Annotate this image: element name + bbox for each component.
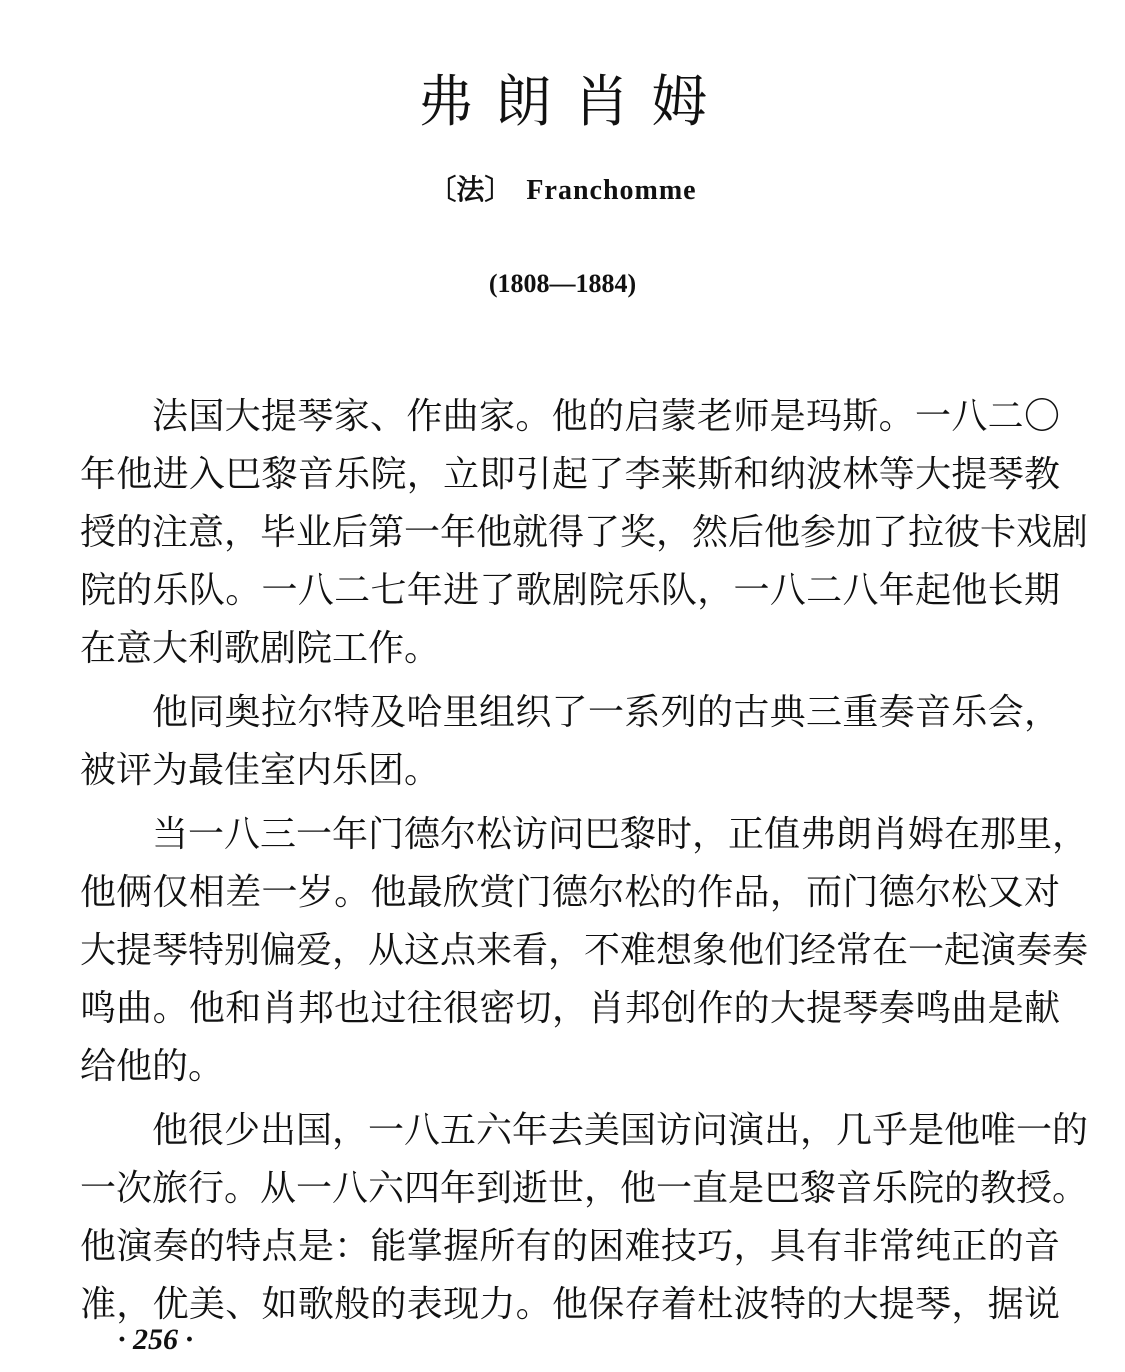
page-number: · 256 · (118, 1323, 193, 1356)
life-dates: (1808—1884) (488, 269, 637, 298)
text-line: 院的乐队。一八二七年进了歌剧院乐队，一八二八年起他长期 (80, 570, 1060, 611)
paragraph (80, 806, 1089, 1096)
text-line: 他俩仅相差一岁。他最欣赏门德尔松的作品，而门德尔松又对 (80, 872, 1060, 913)
text-line: 年他进入巴黎音乐院，立即引起了李莱斯和纳波林等大提琴教 (80, 454, 1060, 495)
paragraph (80, 1102, 1089, 1334)
body-text (80, 388, 1089, 1334)
subtitle (0, 168, 1125, 213)
text-line: 授的注意，毕业后第一年他就得了奖，然后他参加了拉彼卡戏剧 (80, 512, 1089, 553)
text-line: 他很少出国，一八五六年去美国访问演出，几乎是他唯一的 (152, 1110, 1089, 1151)
text-line: 在意大利歌剧院工作。 (80, 628, 441, 669)
nationality-label: 〔法〕 (428, 173, 513, 206)
text-line: 他演奏的特点是：能掌握所有的困难技巧，具有非常纯正的音 (80, 1226, 1060, 1267)
text-line: 给他的。 (80, 1046, 225, 1087)
text-line: 被评为最佳室内乐团。 (80, 750, 441, 791)
text-line: 当一八三一年门德尔松访问巴黎时，正值弗朗肖姆在那里， (152, 814, 1089, 855)
text-line: 法国大提琴家、作曲家。他的启蒙老师是玛斯。一八二〇 (152, 396, 1060, 437)
paragraph (80, 684, 1060, 800)
page-title: 弗朗肖姆 (417, 70, 730, 135)
text-line: 鸣曲。他和肖邦也过往很密切，肖邦创作的大提琴奏鸣曲是献 (80, 988, 1060, 1029)
paragraph (80, 388, 1089, 678)
text-line: 大提琴特别偏爱，从这点来看，不难想象他们经常在一起演奏奏 (80, 930, 1089, 971)
text-line: 他同奥拉尔特及哈里组织了一系列的古典三重奏音乐会， (152, 692, 1060, 733)
text-line: 一次旅行。从一八六四年到逝世，他一直是巴黎音乐院的教授。 (80, 1168, 1089, 1209)
text-line: 准，优美、如歌般的表现力。他保存着杜波特的大提琴，据说 (80, 1284, 1060, 1325)
composer-name: Franchomme (526, 175, 697, 206)
